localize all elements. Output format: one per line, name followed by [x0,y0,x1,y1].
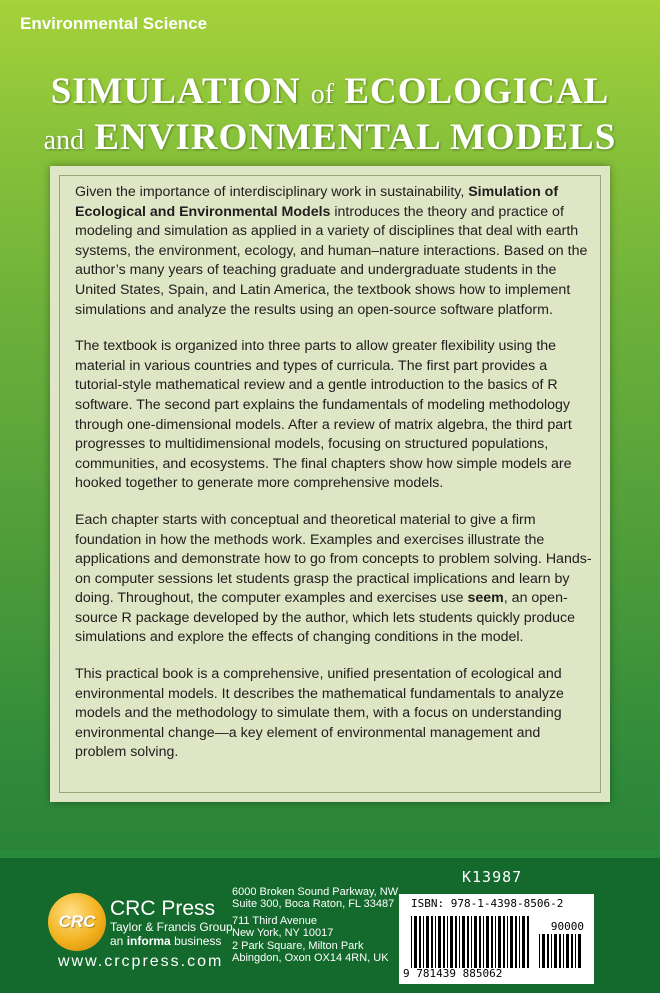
barcode-bar [447,916,448,968]
barcode-bar [455,916,457,968]
description-paragraph-3 [75,511,595,648]
product-code: K13987 [462,868,523,886]
barcode-bar [507,916,508,968]
paragraph-3-text-a: Each chapter starts with conceptual and theoretical material to give a firm foundation in how the methods work. Examples and exercises illustrate the applications and demonstrate how to go from concepts to problem solving. Hands-on computer sessions let students grasp the practical implications and learn by doing. Throughout, the computer examples and exercises use [75,511,592,607]
barcode-bar [515,916,517,968]
footer-band [0,850,660,858]
barcode-bar [566,934,569,968]
barcode-bar [547,934,549,968]
price-code: 90000 [550,920,584,933]
business-prefix: an [110,934,124,948]
description-paragraph-1 [75,183,595,320]
description-text [75,183,595,780]
publisher-block [110,898,233,948]
description-paragraph-4: This practical book is a comprehensive, unified presentation of ecological and environmental models. It describes the mathematical fundamentals to analyze models and the methodology to simulate them, with a focus on understanding environmental change—a key element of environmental management and problem solving. [75,666,564,761]
address-line: 2 Park Square, Milton Park [232,939,364,952]
barcode-bar [471,916,472,968]
paragraph-3-text-b: , an open-source R package developed by the author, which lets students quickly produce simulations and explore the effects of changing conditions in the model. [75,590,576,646]
business-suffix: business [174,934,222,948]
barcode-bar [491,916,493,968]
category-label: Environmental Science [20,14,208,33]
barcode-bar [498,916,501,968]
barcode-bar [438,916,441,968]
paragraph-3-seem: seem [467,590,504,607]
barcode-bar [479,916,481,968]
crc-logo-text: CRC [58,912,96,931]
barcode-bar [474,916,477,968]
book-title-line-2 [0,116,660,159]
barcode-bar [431,916,433,968]
address-line: Suite 300, Boca Raton, FL 33487 [232,898,395,911]
barcode-bar [519,916,520,968]
title-word-simulation: SIMULATION [50,71,301,112]
address-line: Abingdon, Oxon OX14 4RN, UK [232,952,389,965]
title-word-of: of [310,79,335,110]
barcode-bar [578,934,581,968]
barcode-bar [539,934,540,968]
barcode-bar [443,916,445,968]
title-word-and: and [43,125,85,156]
barcode-bar [495,916,496,968]
isbn-text: ISBN: 978-1-4398-8506-2 [411,897,564,910]
address-line: 711 Third Avenue [232,914,318,927]
barcode-bar [571,934,573,968]
barcode-bar [563,934,564,968]
barcode-bar [542,934,545,968]
address-line: 6000 Broken Sound Parkway, NW [232,886,399,898]
barcode-bar [414,916,417,968]
barcode-bar [559,934,561,968]
crc-logo-icon [48,893,106,951]
barcode-bar [435,916,436,968]
address-line: New York, NY 10017 [232,927,334,940]
publisher-business [110,934,233,948]
publisher-group: Taylor & Francis Group [110,920,233,934]
book-title-line-1 [0,70,660,113]
barcode-bar [551,934,552,968]
publisher-name: CRC Press [110,897,216,920]
barcode-bar [510,916,513,968]
description-paragraph-2: The textbook is organized into three parts to allow greater flexibility using the material in various countries and types of curricula. The first part provides a tutorial-style mathematical review and a gentle introduction to the basics of R software. The second part explains the fundamentals of modeling methodology through one-dimensional models. After a review of matrix algebra, the third part progresses to multidimensional models, focusing on structured populations, communities, and ecosystems. The final chapters show how simple models are hooked together to generate more comprehensive models. [75,338,572,492]
barcode-bar [486,916,489,968]
barcode-bar [419,916,421,968]
barcode-bar [527,916,529,968]
barcode-bar [522,916,525,968]
barcode-bar [450,916,453,968]
price-barcode-bars [539,934,583,968]
barcode-bar [411,916,412,968]
title-words-environmental-models: ENVIRONMENTAL MODELS [94,117,617,158]
business-brand: informa [126,934,171,948]
barcode-bar [426,916,429,968]
barcode-bar [462,916,465,968]
paragraph-1-book-title: Simulation of Ecological and Environmental Models [75,184,559,220]
title-word-ecological: ECOLOGICAL [344,71,610,112]
barcode-bar [459,916,460,968]
barcode-bar [423,916,424,968]
barcode-bar [503,916,505,968]
barcode-bar [575,934,576,968]
publisher-website[interactable]: www.crcpress.com [58,953,224,970]
paragraph-1-text-a: Given the importance of interdisciplinary work in sustainability, [75,184,469,200]
isbn-barcode [399,894,594,984]
publisher-address [232,886,398,964]
barcode-bars [411,916,531,968]
barcode-bar [554,934,557,968]
barcode-bar [467,916,469,968]
barcode-number: 9 781439 885062 [403,967,503,980]
paragraph-1-text-b: introduces the theory and practice of modeling and simulation as applied in a variety of disciplines that deal with earth systems, the environment, ecology, and human–nature interactions. Based on the author’s many years of teaching graduate and undergraduate students in the United States, Spain, and Latin America, the textbook shows how to implement simulations and analyze the results using an open-source software platform. [75,203,588,318]
barcode-bar [483,916,484,968]
